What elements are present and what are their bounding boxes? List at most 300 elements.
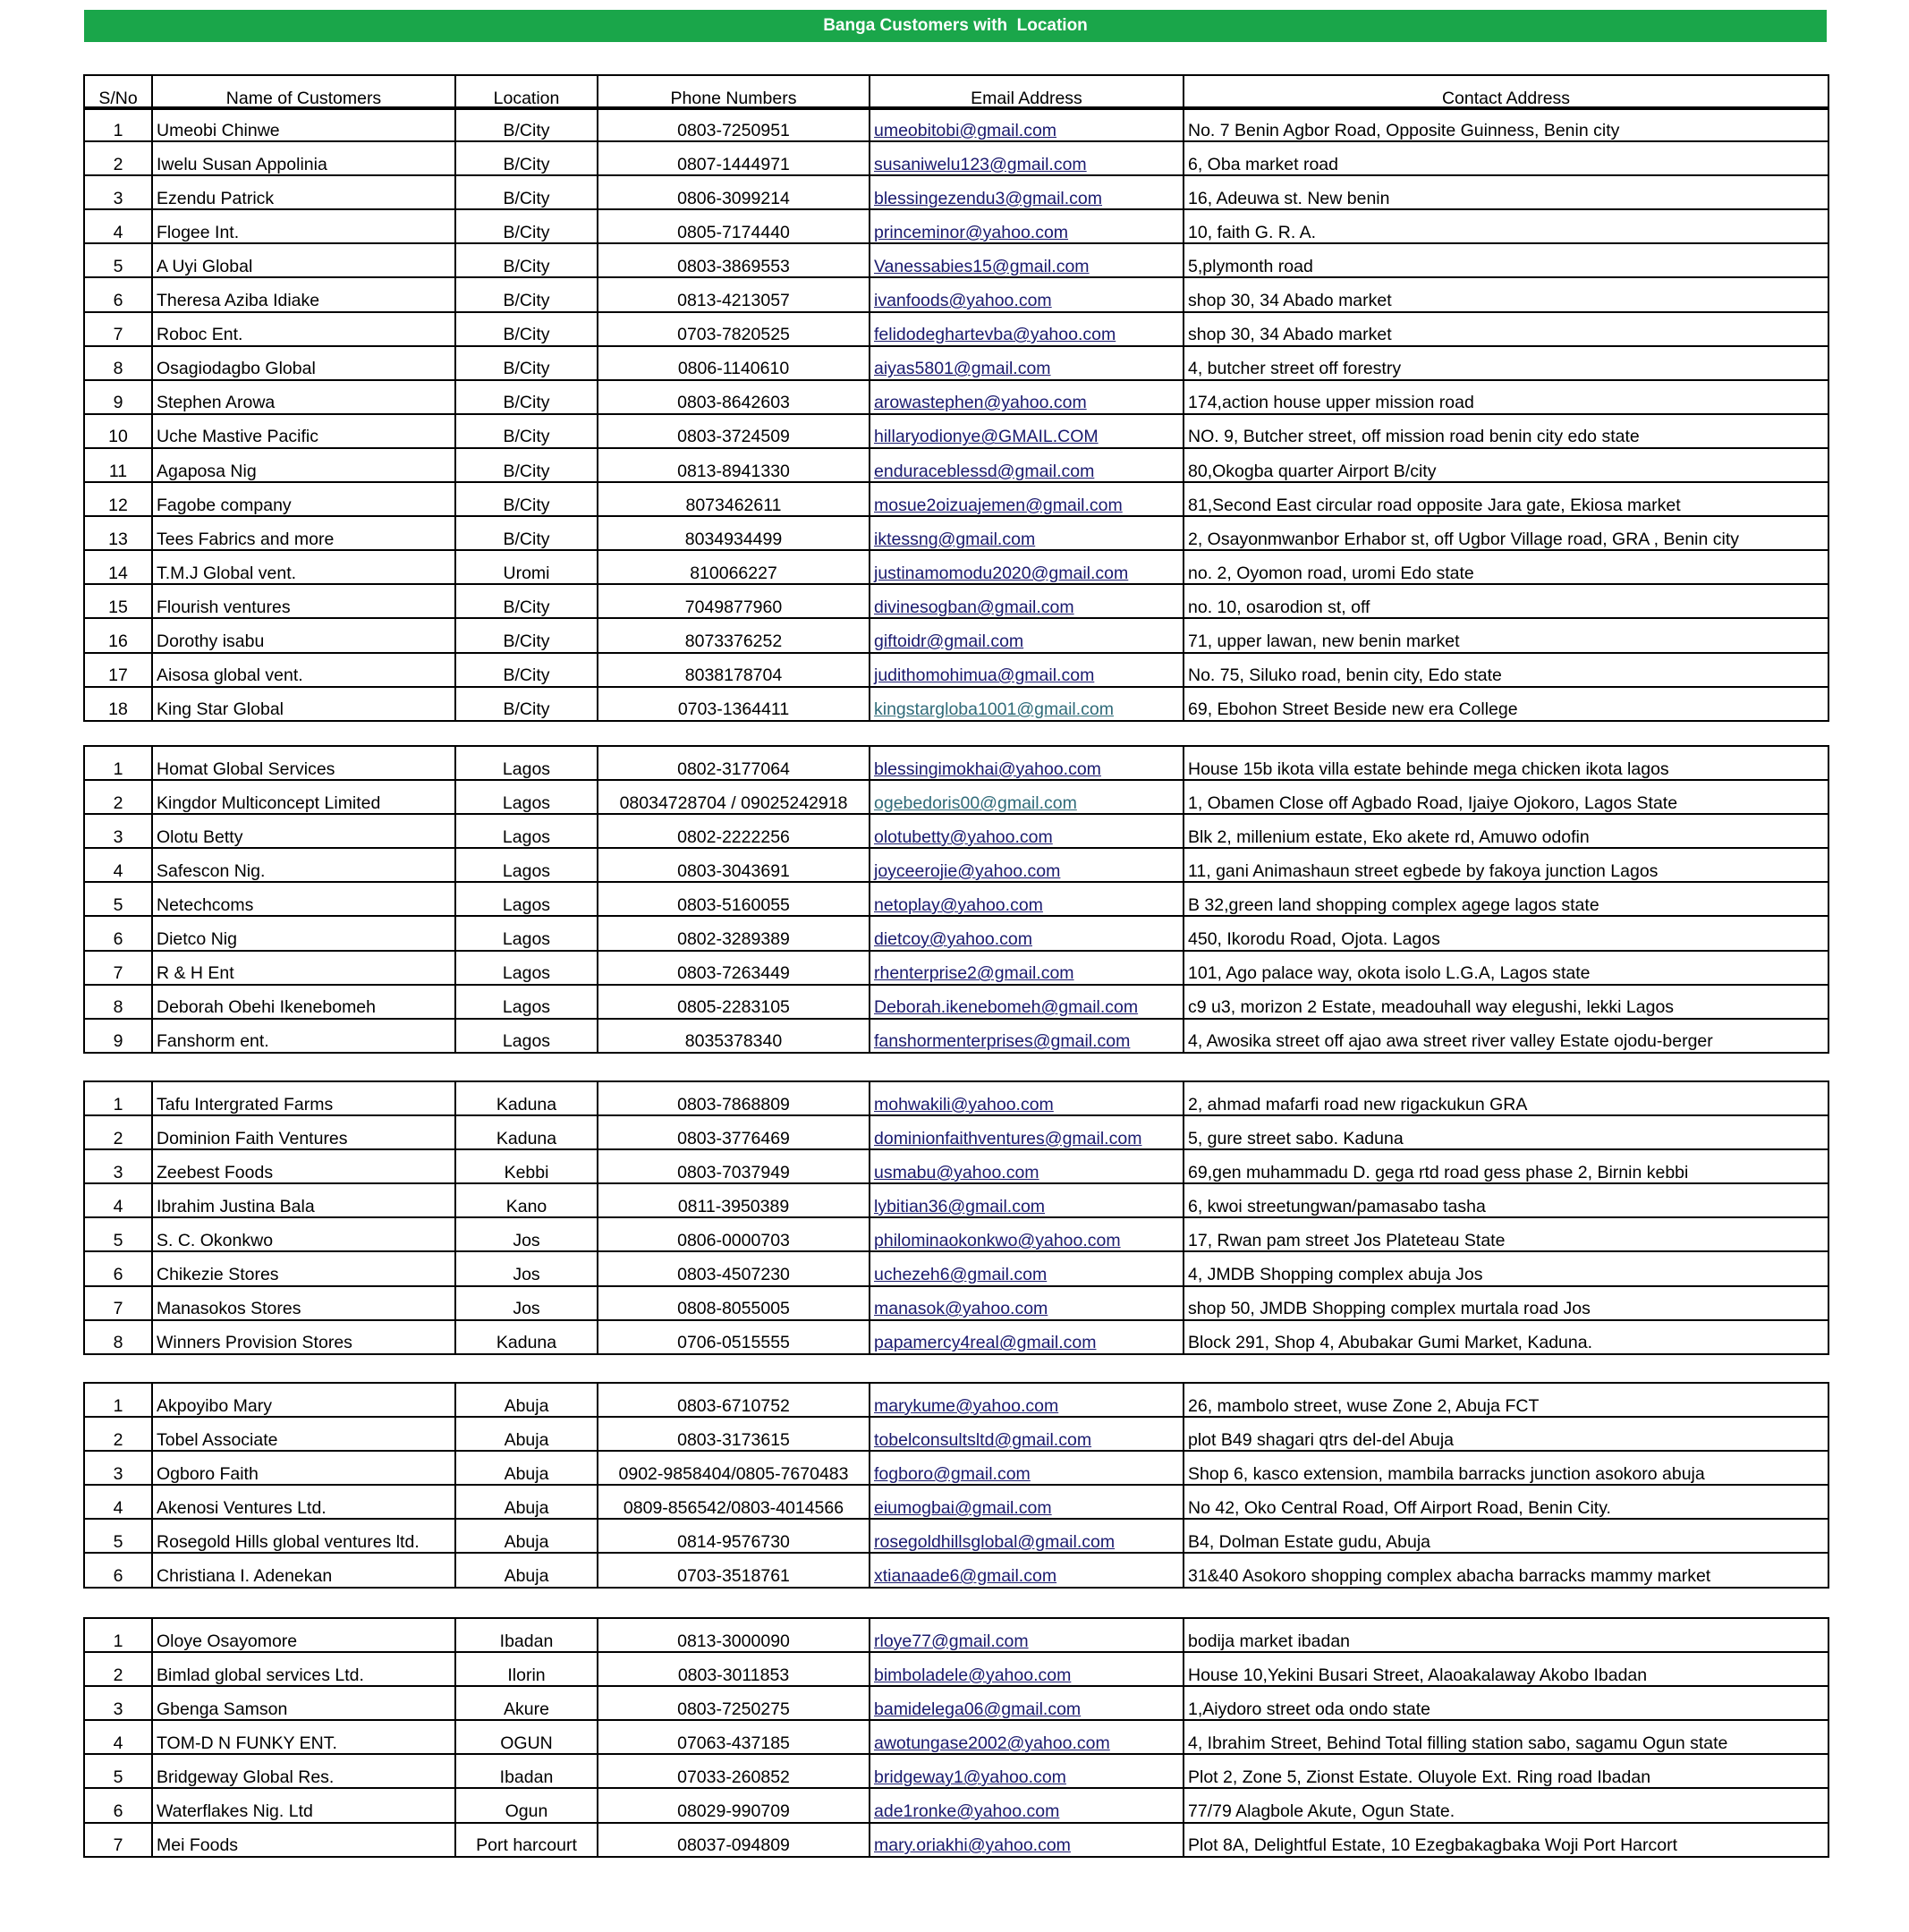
- location-cell: Jos: [455, 1217, 598, 1251]
- location-cell: Uromi: [455, 550, 598, 584]
- table-row: [84, 1019, 1828, 1053]
- name-cell: Fagobe company: [152, 482, 455, 516]
- table-row: [84, 1519, 1828, 1553]
- location-cell: Abuja: [455, 1485, 598, 1519]
- email-link[interactable]: uchezeh6@gmail.com: [874, 1265, 1048, 1285]
- email-link[interactable]: eiumogbai@gmail.com: [874, 1497, 1052, 1518]
- email-link[interactable]: lybitian36@gmail.com: [874, 1196, 1046, 1216]
- email-cell: [870, 1417, 1184, 1451]
- email-link[interactable]: fogboro@gmail.com: [874, 1463, 1031, 1484]
- address-cell: 101, Ago palace way, okota isolo L.G.A, Lagos state: [1184, 951, 1828, 985]
- email-link[interactable]: rloye77@gmail.com: [874, 1631, 1029, 1651]
- sno-cell: 2: [84, 1417, 152, 1451]
- sno-cell: 4: [84, 209, 152, 243]
- name-cell: Stephen Arowa: [152, 380, 455, 414]
- email-link[interactable]: manasok@yahoo.com: [874, 1299, 1048, 1319]
- table-row: [84, 951, 1828, 985]
- name-cell: Theresa Aziba Idiake: [152, 277, 455, 311]
- customer-group-table-1: [83, 106, 1829, 722]
- name-cell: R & H Ent: [152, 951, 455, 985]
- location-cell: Lagos: [455, 746, 598, 780]
- phone-cell: 0803-3776469: [598, 1115, 870, 1149]
- name-cell: Waterflakes Nig. Ltd: [152, 1788, 455, 1822]
- address-cell: No 42, Oko Central Road, Off Airport Road, Benin City.: [1184, 1485, 1828, 1519]
- table-row: [84, 312, 1828, 346]
- phone-cell: 0803-3011853: [598, 1652, 870, 1686]
- location-cell: Kaduna: [455, 1320, 598, 1354]
- email-link[interactable]: divinesogban@gmail.com: [874, 597, 1074, 617]
- header-location: Location: [455, 75, 598, 109]
- address-cell: 2, Osayonmwanbor Erhabor st, off Ugbor Village road, GRA , Benin city: [1184, 516, 1828, 550]
- sheet-title: Banga Customers with Location: [84, 10, 1827, 42]
- address-cell: 4, JMDB Shopping complex abuja Jos: [1184, 1251, 1828, 1285]
- location-cell: B/City: [455, 653, 598, 687]
- name-cell: TOM-D N FUNKY ENT.: [152, 1720, 455, 1754]
- table-row: [84, 1553, 1828, 1587]
- email-link[interactable]: netoplay@yahoo.com: [874, 894, 1043, 915]
- table-row: [84, 448, 1828, 482]
- sno-cell: 6: [84, 916, 152, 950]
- address-cell: 450, Ikorodu Road, Ojota. Lagos: [1184, 916, 1828, 950]
- phone-cell: 0802-3289389: [598, 916, 870, 950]
- sno-cell: 2: [84, 1115, 152, 1149]
- address-cell: 5, gure street sabo. Kaduna: [1184, 1115, 1828, 1149]
- email-cell: [870, 312, 1184, 346]
- phone-cell: 0803-3724509: [598, 414, 870, 448]
- name-cell: Akpoyibo Mary: [152, 1383, 455, 1417]
- email-cell: [870, 687, 1184, 721]
- email-link[interactable]: mary.oriakhi@yahoo.com: [874, 1835, 1071, 1856]
- email-cell: [870, 780, 1184, 814]
- phone-cell: 810066227: [598, 550, 870, 584]
- address-cell: 1, Obamen Close off Agbado Road, Ijaiye Ojokoro, Lagos State: [1184, 780, 1828, 814]
- phone-cell: 7049877960: [598, 584, 870, 618]
- email-link[interactable]: kingstargloba1001@gmail.com: [874, 699, 1115, 720]
- email-link[interactable]: rhenterprise2@gmail.com: [874, 963, 1074, 984]
- email-cell: [870, 277, 1184, 311]
- sno-cell: 2: [84, 1652, 152, 1686]
- phone-cell: 0803-4507230: [598, 1251, 870, 1285]
- phone-cell: 0814-9576730: [598, 1519, 870, 1553]
- sno-cell: 1: [84, 1383, 152, 1417]
- location-cell: B/City: [455, 346, 598, 380]
- header-phone: Phone Numbers: [598, 75, 870, 109]
- email-link[interactable]: princeminor@yahoo.com: [874, 222, 1069, 242]
- email-link[interactable]: blessingimokhai@yahoo.com: [874, 758, 1101, 779]
- table-row: [84, 1720, 1828, 1754]
- table-row: [84, 1686, 1828, 1720]
- phone-cell: 0706-0515555: [598, 1320, 870, 1354]
- sno-cell: 5: [84, 882, 152, 916]
- location-cell: Kaduna: [455, 1081, 598, 1115]
- sno-cell: 4: [84, 848, 152, 882]
- name-cell: S. C. Okonkwo: [152, 1217, 455, 1251]
- location-cell: B/City: [455, 380, 598, 414]
- name-cell: Ezendu Patrick: [152, 175, 455, 209]
- email-link[interactable]: tobelconsultsltd@gmail.com: [874, 1429, 1092, 1450]
- email-cell: [870, 916, 1184, 950]
- location-cell: Ilorin: [455, 1652, 598, 1686]
- email-link[interactable]: bamidelega06@gmail.com: [874, 1699, 1082, 1719]
- location-cell: Lagos: [455, 1019, 598, 1053]
- email-cell: [870, 448, 1184, 482]
- email-link[interactable]: joyceerojie@yahoo.com: [874, 860, 1061, 881]
- email-link[interactable]: felidodeghartevba@yahoo.com: [874, 325, 1116, 345]
- email-cell: [870, 380, 1184, 414]
- location-cell: B/City: [455, 448, 598, 482]
- name-cell: Chikezie Stores: [152, 1251, 455, 1285]
- phone-cell: 07063-437185: [598, 1720, 870, 1754]
- location-cell: Kaduna: [455, 1115, 598, 1149]
- sno-cell: 9: [84, 380, 152, 414]
- name-cell: Safescon Nig.: [152, 848, 455, 882]
- phone-cell: 0811-3950389: [598, 1183, 870, 1217]
- phone-cell: 08029-990709: [598, 1788, 870, 1822]
- sno-cell: 1: [84, 746, 152, 780]
- phone-cell: 0703-3518761: [598, 1553, 870, 1587]
- sno-cell: 3: [84, 1686, 152, 1720]
- name-cell: Agaposa Nig: [152, 448, 455, 482]
- address-cell: 80,Okogba quarter Airport B/city: [1184, 448, 1828, 482]
- email-link[interactable]: aiyas5801@gmail.com: [874, 359, 1051, 379]
- email-link[interactable]: judithomohimua@gmail.com: [874, 665, 1095, 686]
- email-cell: [870, 1183, 1184, 1217]
- address-cell: bodija market ibadan: [1184, 1618, 1828, 1652]
- location-cell: Lagos: [455, 780, 598, 814]
- address-cell: NO. 9, Butcher street, off mission road benin city edo state: [1184, 414, 1828, 448]
- email-cell: [870, 985, 1184, 1019]
- phone-cell: 0808-8055005: [598, 1286, 870, 1320]
- phone-cell: 0802-2222256: [598, 814, 870, 848]
- name-cell: Akenosi Ventures Ltd.: [152, 1485, 455, 1519]
- phone-cell: 8034934499: [598, 516, 870, 550]
- email-link[interactable]: dietcoy@yahoo.com: [874, 929, 1032, 950]
- name-cell: Kingdor Multiconcept Limited: [152, 780, 455, 814]
- sno-cell: 4: [84, 1183, 152, 1217]
- table-row: [84, 1383, 1828, 1417]
- email-cell: [870, 414, 1184, 448]
- email-link[interactable]: justinamomodu2020@gmail.com: [874, 563, 1129, 583]
- table-row: [84, 1823, 1828, 1857]
- address-cell: 5,plymonth road: [1184, 243, 1828, 277]
- address-cell: 77/79 Alagbole Akute, Ogun State.: [1184, 1788, 1828, 1822]
- email-cell: [870, 1618, 1184, 1652]
- email-cell: [870, 848, 1184, 882]
- email-link[interactable]: iktessng@gmail.com: [874, 529, 1036, 549]
- email-cell: [870, 516, 1184, 550]
- address-cell: 2, ahmad mafarfi road new rigackukun GRA: [1184, 1081, 1828, 1115]
- email-cell: [870, 1149, 1184, 1183]
- table-row: [84, 780, 1828, 814]
- table-row: [84, 1485, 1828, 1519]
- name-cell: Roboc Ent.: [152, 312, 455, 346]
- sno-cell: 2: [84, 141, 152, 175]
- sno-cell: 1: [84, 107, 152, 141]
- table-row: [84, 1417, 1828, 1451]
- name-cell: Iwelu Susan Appolinia: [152, 141, 455, 175]
- address-cell: No. 75, Siluko road, benin city, Edo state: [1184, 653, 1828, 687]
- email-cell: [870, 209, 1184, 243]
- email-link[interactable]: mosue2oizuajemen@gmail.com: [874, 495, 1123, 515]
- phone-cell: 0703-1364411: [598, 687, 870, 721]
- email-link[interactable]: Deborah.ikenebomeh@gmail.com: [874, 997, 1139, 1018]
- email-cell: [870, 1451, 1184, 1485]
- sno-cell: 3: [84, 1149, 152, 1183]
- name-cell: King Star Global: [152, 687, 455, 721]
- name-cell: Christiana I. Adenekan: [152, 1553, 455, 1587]
- table-row: [84, 550, 1828, 584]
- sno-cell: 3: [84, 175, 152, 209]
- name-cell: Winners Provision Stores: [152, 1320, 455, 1354]
- phone-cell: 0803-7037949: [598, 1149, 870, 1183]
- location-cell: B/City: [455, 482, 598, 516]
- email-link[interactable]: olotubetty@yahoo.com: [874, 826, 1053, 847]
- email-link[interactable]: bridgeway1@yahoo.com: [874, 1767, 1066, 1787]
- sno-cell: 7: [84, 1823, 152, 1857]
- table-row: [84, 346, 1828, 380]
- email-link[interactable]: giftoidr@gmail.com: [874, 631, 1024, 651]
- location-cell: Abuja: [455, 1553, 598, 1587]
- address-cell: 4, butcher street off forestry: [1184, 346, 1828, 380]
- email-link[interactable]: blessingezendu3@gmail.com: [874, 188, 1103, 208]
- sno-cell: 9: [84, 1019, 152, 1053]
- email-link[interactable]: usmabu@yahoo.com: [874, 1162, 1039, 1182]
- email-cell: [870, 1115, 1184, 1149]
- email-link[interactable]: philominaokonkwo@yahoo.com: [874, 1230, 1121, 1250]
- table-row: [84, 1652, 1828, 1686]
- sno-cell: 5: [84, 1217, 152, 1251]
- email-link[interactable]: xtianaade6@gmail.com: [874, 1566, 1057, 1587]
- table-row: [84, 1115, 1828, 1149]
- phone-cell: 8073462611: [598, 482, 870, 516]
- table-row: [84, 1320, 1828, 1354]
- sno-cell: 6: [84, 277, 152, 311]
- email-link[interactable]: enduraceblessd@gmail.com: [874, 461, 1095, 481]
- location-cell: B/City: [455, 414, 598, 448]
- table-row: [84, 653, 1828, 687]
- address-cell: 6, kwoi streetungwan/pamasabo tasha: [1184, 1183, 1828, 1217]
- table-row: [84, 848, 1828, 882]
- address-cell: 11, gani Animashaun street egbede by fakoya junction Lagos: [1184, 848, 1828, 882]
- table-row: [84, 482, 1828, 516]
- email-cell: [870, 584, 1184, 618]
- location-cell: Lagos: [455, 951, 598, 985]
- table-row: [84, 175, 1828, 209]
- location-cell: B/City: [455, 277, 598, 311]
- name-cell: Ibrahim Justina Bala: [152, 1183, 455, 1217]
- phone-cell: 0806-1140610: [598, 346, 870, 380]
- sno-cell: 16: [84, 618, 152, 652]
- email-link[interactable]: mohwakili@yahoo.com: [874, 1094, 1054, 1114]
- email-link[interactable]: umeobitobi@gmail.com: [874, 120, 1057, 140]
- name-cell: Flourish ventures: [152, 584, 455, 618]
- name-cell: Deborah Obehi Ikenebomeh: [152, 985, 455, 1019]
- phone-cell: 0703-7820525: [598, 312, 870, 346]
- name-cell: Fanshorm ent.: [152, 1019, 455, 1053]
- address-cell: Plot 8A, Delightful Estate, 10 Ezegbakagbaka Woji Port Harcort: [1184, 1823, 1828, 1857]
- phone-cell: 0803-7868809: [598, 1081, 870, 1115]
- address-cell: no. 10, osarodion st, off: [1184, 584, 1828, 618]
- location-cell: OGUN: [455, 1720, 598, 1754]
- email-link[interactable]: susaniwelu123@gmail.com: [874, 154, 1087, 174]
- email-cell: [870, 653, 1184, 687]
- phone-cell: 0806-3099214: [598, 175, 870, 209]
- email-cell: [870, 1788, 1184, 1822]
- phone-cell: 0902-9858404/0805-7670483: [598, 1451, 870, 1485]
- email-link[interactable]: arowastephen@yahoo.com: [874, 393, 1087, 413]
- name-cell: Umeobi Chinwe: [152, 107, 455, 141]
- sno-cell: 10: [84, 414, 152, 448]
- sno-cell: 4: [84, 1485, 152, 1519]
- location-cell: B/City: [455, 312, 598, 346]
- email-cell: [870, 107, 1184, 141]
- email-link[interactable]: bimboladele@yahoo.com: [874, 1665, 1072, 1685]
- location-cell: Lagos: [455, 814, 598, 848]
- sno-cell: 17: [84, 653, 152, 687]
- location-cell: Jos: [455, 1286, 598, 1320]
- email-cell: [870, 1485, 1184, 1519]
- name-cell: Aisosa global vent.: [152, 653, 455, 687]
- email-cell: [870, 1652, 1184, 1686]
- table-row: [84, 1754, 1828, 1788]
- email-link[interactable]: awotungase2002@yahoo.com: [874, 1733, 1110, 1753]
- location-cell: B/City: [455, 618, 598, 652]
- sno-cell: 6: [84, 1553, 152, 1587]
- sno-cell: 11: [84, 448, 152, 482]
- name-cell: Netechcoms: [152, 882, 455, 916]
- sno-cell: 6: [84, 1788, 152, 1822]
- phone-cell: 0803-5160055: [598, 882, 870, 916]
- header-email: Email Address: [870, 75, 1184, 109]
- name-cell: Dorothy isabu: [152, 618, 455, 652]
- name-cell: Rosegold Hills global ventures ltd.: [152, 1519, 455, 1553]
- phone-cell: 0803-7250275: [598, 1686, 870, 1720]
- phone-cell: 0809-856542/0803-4014566: [598, 1485, 870, 1519]
- email-link[interactable]: papamercy4real@gmail.com: [874, 1333, 1097, 1353]
- name-cell: Dominion Faith Ventures: [152, 1115, 455, 1149]
- address-cell: B 32,green land shopping complex agege lagos state: [1184, 882, 1828, 916]
- address-cell: House 15b ikota villa estate behinde mega chicken ikota lagos: [1184, 746, 1828, 780]
- sno-cell: 1: [84, 1081, 152, 1115]
- sno-cell: 5: [84, 1519, 152, 1553]
- table-row: [84, 916, 1828, 950]
- location-cell: Kano: [455, 1183, 598, 1217]
- name-cell: Olotu Betty: [152, 814, 455, 848]
- name-cell: T.M.J Global vent.: [152, 550, 455, 584]
- email-link[interactable]: ivanfoods@yahoo.com: [874, 291, 1052, 311]
- name-cell: Gbenga Samson: [152, 1686, 455, 1720]
- email-link[interactable]: fanshormenterprises@gmail.com: [874, 1031, 1131, 1052]
- address-cell: c9 u3, morizon 2 Estate, meadouhall way elegushi, lekki Lagos: [1184, 985, 1828, 1019]
- phone-cell: 0803-6710752: [598, 1383, 870, 1417]
- sno-cell: 18: [84, 687, 152, 721]
- location-cell: Abuja: [455, 1519, 598, 1553]
- email-link[interactable]: hillaryodionye@GMAIL.COM: [874, 427, 1099, 447]
- address-cell: Plot 2, Zone 5, Zionst Estate. Oluyole Ext. Ring road Ibadan: [1184, 1754, 1828, 1788]
- email-cell: [870, 175, 1184, 209]
- phone-cell: 8035378340: [598, 1019, 870, 1053]
- phone-cell: 0813-4213057: [598, 277, 870, 311]
- table-row: [84, 209, 1828, 243]
- email-cell: [870, 482, 1184, 516]
- sno-cell: 8: [84, 1320, 152, 1354]
- location-cell: Lagos: [455, 882, 598, 916]
- email-link[interactable]: ade1ronke@yahoo.com: [874, 1801, 1060, 1822]
- email-link[interactable]: dominionfaithventures@gmail.com: [874, 1128, 1142, 1148]
- location-cell: Jos: [455, 1251, 598, 1285]
- sno-cell: 13: [84, 516, 152, 550]
- table-row: [84, 243, 1828, 277]
- name-cell: Bimlad global services Ltd.: [152, 1652, 455, 1686]
- email-cell: [870, 882, 1184, 916]
- name-cell: Zeebest Foods: [152, 1149, 455, 1183]
- email-cell: [870, 618, 1184, 652]
- name-cell: Uche Mastive Pacific: [152, 414, 455, 448]
- phone-cell: 8073376252: [598, 618, 870, 652]
- email-cell: [870, 1383, 1184, 1417]
- email-link[interactable]: rosegoldhillsglobal@gmail.com: [874, 1531, 1116, 1552]
- phone-cell: 0803-7250951: [598, 107, 870, 141]
- email-link[interactable]: Vanessabies15@gmail.com: [874, 256, 1090, 276]
- sno-cell: 3: [84, 814, 152, 848]
- table-row: [84, 516, 1828, 550]
- phone-cell: 0803-3043691: [598, 848, 870, 882]
- address-cell: House 10,Yekini Busari Street, Alaoakalaway Akobo Ibadan: [1184, 1652, 1828, 1686]
- sno-cell: 4: [84, 1720, 152, 1754]
- phone-cell: 0802-3177064: [598, 746, 870, 780]
- sno-cell: 14: [84, 550, 152, 584]
- email-cell: [870, 346, 1184, 380]
- location-cell: Lagos: [455, 848, 598, 882]
- table-row: [84, 1451, 1828, 1485]
- table-row: [84, 882, 1828, 916]
- header-sno: S/No: [84, 75, 152, 109]
- sno-cell: 8: [84, 985, 152, 1019]
- address-cell: 16, Adeuwa st. New benin: [1184, 175, 1828, 209]
- name-cell: Manasokos Stores: [152, 1286, 455, 1320]
- address-cell: no. 2, Oyomon road, uromi Edo state: [1184, 550, 1828, 584]
- email-cell: [870, 141, 1184, 175]
- address-cell: 6, Oba market road: [1184, 141, 1828, 175]
- location-cell: Lagos: [455, 985, 598, 1019]
- table-row: [84, 1149, 1828, 1183]
- location-cell: Ogun: [455, 1788, 598, 1822]
- name-cell: Oloye Osayomore: [152, 1618, 455, 1652]
- location-cell: B/City: [455, 141, 598, 175]
- email-cell: [870, 243, 1184, 277]
- table-row: [84, 1618, 1828, 1652]
- email-cell: [870, 1519, 1184, 1553]
- table-row: [84, 380, 1828, 414]
- column-header-table: [83, 74, 1829, 110]
- sno-cell: 12: [84, 482, 152, 516]
- email-link[interactable]: marykume@yahoo.com: [874, 1395, 1059, 1416]
- name-cell: A Uyi Global: [152, 243, 455, 277]
- location-cell: Kebbi: [455, 1149, 598, 1183]
- address-cell: 10, faith G. R. A.: [1184, 209, 1828, 243]
- table-row: [84, 1251, 1828, 1285]
- email-cell: [870, 1720, 1184, 1754]
- email-link[interactable]: ogebedoris00@gmail.com: [874, 792, 1077, 813]
- phone-cell: 0806-0000703: [598, 1217, 870, 1251]
- email-cell: [870, 550, 1184, 584]
- email-cell: [870, 951, 1184, 985]
- table-row: [84, 277, 1828, 311]
- address-cell: 17, Rwan pam street Jos Plateteau State: [1184, 1217, 1828, 1251]
- email-cell: [870, 1754, 1184, 1788]
- location-cell: Akure: [455, 1686, 598, 1720]
- address-cell: 69,gen muhammadu D. gega rtd road gess phase 2, Birnin kebbi: [1184, 1149, 1828, 1183]
